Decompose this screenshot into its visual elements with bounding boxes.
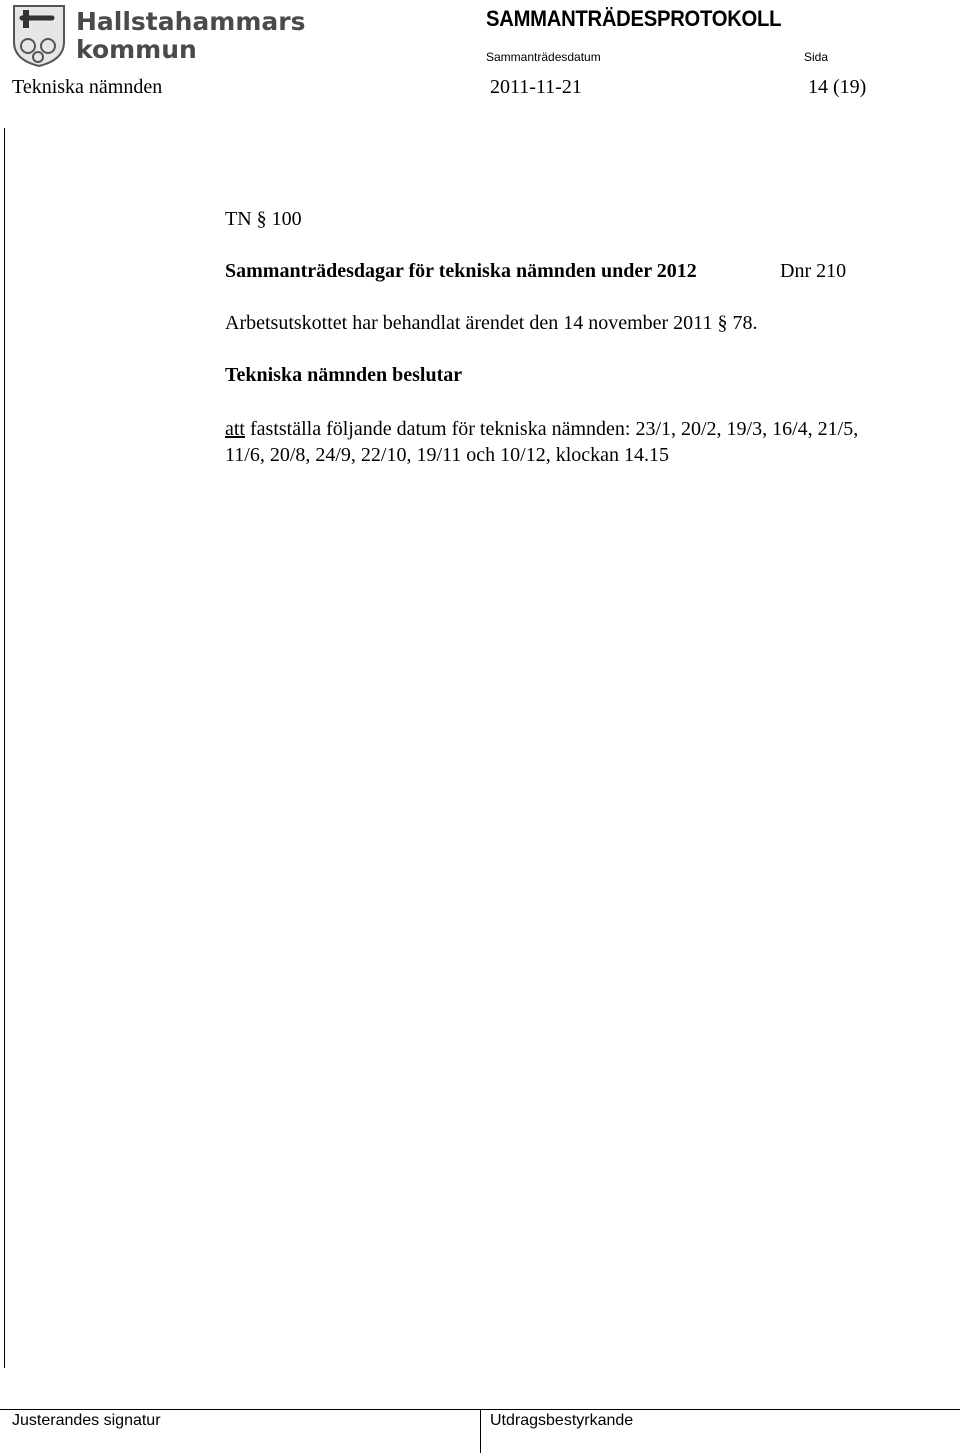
intro-paragraph: Arbetsutskottet har behandlat ärendet den 14 november 2011 § 78.	[225, 312, 758, 334]
page-label: Sida	[804, 50, 829, 64]
registration-number: Dnr 210	[780, 260, 847, 282]
decision-line-2: 11/6, 20/8, 24/9, 22/10, 19/11 och 10/12, klockan 14.15	[225, 444, 670, 466]
meeting-date: 2011-11-21	[490, 76, 582, 98]
decision-heading: Tekniska nämnden beslutar	[225, 364, 463, 386]
left-margin-rule	[4, 128, 5, 1368]
signature-label: Justerandes signatur	[12, 1412, 161, 1429]
meeting-date-label: Sammanträdesdatum	[486, 50, 601, 64]
committee-name: Tekniska nämnden	[12, 76, 163, 98]
decision-paragraph	[225, 416, 858, 468]
decision-att: att	[225, 418, 245, 440]
decision-line-1-text: fastställa följande datum för tekniska nämnden: 23/1, 20/2, 19/3, 16/4, 21/5,	[245, 418, 859, 440]
certification-label: Utdragsbestyrkande	[490, 1412, 634, 1429]
logo-line-1: Hallstahammars	[76, 7, 306, 36]
section-number: TN § 100	[225, 208, 302, 230]
page-number: 14 (19)	[808, 76, 867, 98]
document-type-title: SAMMANTRÄDESPROTOKOLL	[486, 6, 782, 31]
section-heading: Sammanträdesdagar för tekniska nämnden under 2012	[225, 260, 697, 282]
decision-line-1	[225, 416, 858, 442]
logo-line-2: kommun	[76, 35, 197, 64]
municipality-logo	[10, 2, 306, 68]
footer-divider	[480, 1409, 481, 1453]
municipal-coat-of-arms-icon	[10, 2, 306, 68]
